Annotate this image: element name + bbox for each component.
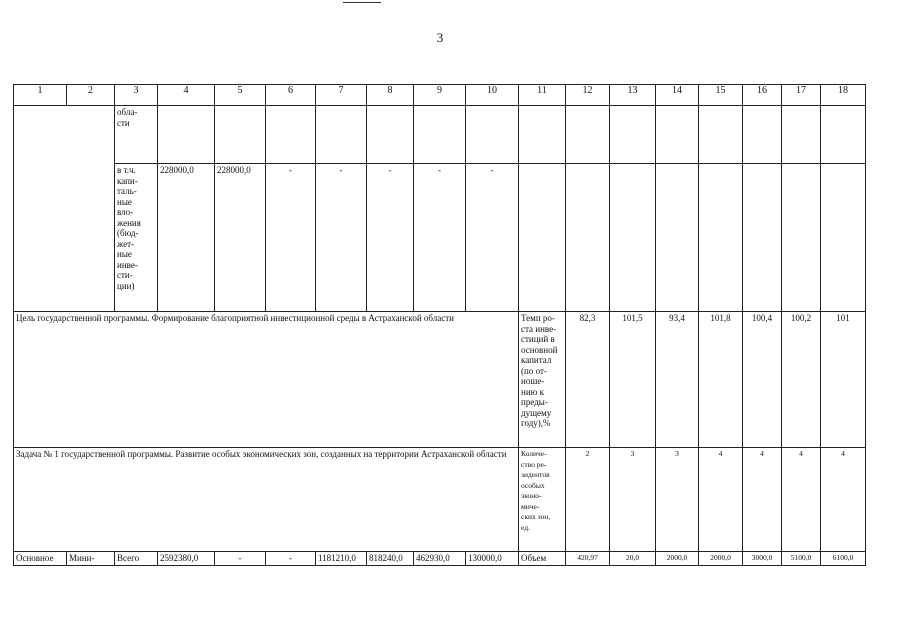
col-header-6: 6	[266, 85, 316, 106]
table-cell	[821, 106, 866, 164]
table-cell: в т.ч. капи- таль- ные вло- жения (бюд- жет- ные инве- сти- ции)	[115, 164, 158, 312]
table-row	[14, 312, 866, 448]
table-cell	[316, 106, 367, 164]
task-value: 3	[656, 448, 699, 552]
table-cell	[266, 106, 316, 164]
table-cell	[466, 106, 519, 164]
table-cell: -	[316, 164, 367, 312]
task-value: 2	[566, 448, 610, 552]
table-cell: 462930,0	[414, 552, 466, 566]
col-header-8: 8	[367, 85, 414, 106]
table-cell: -	[466, 164, 519, 312]
goal-value: 101,5	[610, 312, 656, 448]
page-number: 3	[436, 30, 444, 45]
col-header-18: 18	[821, 85, 866, 106]
table-cell	[743, 106, 782, 164]
indicator-table	[13, 84, 866, 566]
table-cell: 2000,0	[656, 552, 699, 566]
table-cell: 130000,0	[466, 552, 519, 566]
col-header-12: 12	[566, 85, 610, 106]
col-header-10: 10	[466, 85, 519, 106]
table-cell	[699, 164, 743, 312]
table-cell: Мини-	[67, 552, 115, 566]
table-cell	[699, 106, 743, 164]
table-cell: Всего	[115, 552, 158, 566]
table-cell: Объем	[519, 552, 566, 566]
col-header-13: 13	[610, 85, 656, 106]
table-row	[14, 106, 866, 164]
col-header-5: 5	[215, 85, 266, 106]
col-header-17: 17	[782, 85, 821, 106]
table-cell: 1181210,0	[316, 552, 367, 566]
table-cell	[782, 164, 821, 312]
table-cell	[656, 164, 699, 312]
table-cell: 5100,0	[782, 552, 821, 566]
table-cell: 420,97	[566, 552, 610, 566]
table-cell: 20,0	[610, 552, 656, 566]
task-text: Задача № 1 государственной программы. Развитие особых экономических зон, созданных на территории Астраханской области	[14, 448, 519, 552]
table-cell: -	[367, 164, 414, 312]
table-cell	[610, 106, 656, 164]
table-cell	[519, 106, 566, 164]
task-value: 4	[743, 448, 782, 552]
table-cell: Основное	[14, 552, 67, 566]
table-cell	[215, 106, 266, 164]
col-header-1: 1	[14, 85, 67, 106]
goal-indicator: Темп ро- ста инве- стиций в основной капитал (по от- ноше- нию к преды- дущему году),%	[519, 312, 566, 448]
scan-artifact-line	[343, 2, 381, 3]
col-header-14: 14	[656, 85, 699, 106]
goal-value: 101,8	[699, 312, 743, 448]
col-header-15: 15	[699, 85, 743, 106]
table-cell: 228000,0	[158, 164, 215, 312]
goal-value: 100,2	[782, 312, 821, 448]
table-cell: -	[215, 552, 266, 566]
col-header-2: 2	[67, 85, 115, 106]
col-header-9: 9	[414, 85, 466, 106]
task-value: 3	[610, 448, 656, 552]
goal-value: 82,3	[566, 312, 610, 448]
table-cell: 228000,0	[215, 164, 266, 312]
table-row	[14, 448, 866, 552]
table-cell	[566, 164, 610, 312]
table-cell: 2592380,0	[158, 552, 215, 566]
table-cell: 818240,0	[367, 552, 414, 566]
table-cell: 3000,0	[743, 552, 782, 566]
col-header-16: 16	[743, 85, 782, 106]
table-row	[14, 552, 866, 566]
table-cell	[414, 106, 466, 164]
col-header-3: 3	[115, 85, 158, 106]
table-cell: обла- сти	[115, 106, 158, 164]
task-value: 4	[699, 448, 743, 552]
goal-value: 100,4	[743, 312, 782, 448]
column-number-row	[14, 85, 866, 106]
goal-text: Цель государственной программы. Формирование благоприятной инвестиционной среды в Астраханской области	[14, 312, 519, 448]
table-cell	[158, 106, 215, 164]
table-cell	[14, 106, 115, 312]
table-cell	[782, 106, 821, 164]
table-row	[14, 164, 866, 312]
table-cell: -	[414, 164, 466, 312]
table-cell	[821, 164, 866, 312]
goal-value: 101	[821, 312, 866, 448]
col-header-11: 11	[519, 85, 566, 106]
table-cell	[519, 164, 566, 312]
table-cell: -	[266, 164, 316, 312]
table-cell	[743, 164, 782, 312]
col-header-7: 7	[316, 85, 367, 106]
table-cell	[656, 106, 699, 164]
table-cell: -	[266, 552, 316, 566]
table-cell	[610, 164, 656, 312]
goal-value: 93,4	[656, 312, 699, 448]
task-indicator: Количе- ство ре- зидентов особых эконо- миче- ских зон, ед.	[519, 448, 566, 552]
table-cell: 6100,0	[821, 552, 866, 566]
task-value: 4	[782, 448, 821, 552]
col-header-4: 4	[158, 85, 215, 106]
table-cell: 2000,0	[699, 552, 743, 566]
table-cell	[566, 106, 610, 164]
table-cell	[367, 106, 414, 164]
task-value: 4	[821, 448, 866, 552]
